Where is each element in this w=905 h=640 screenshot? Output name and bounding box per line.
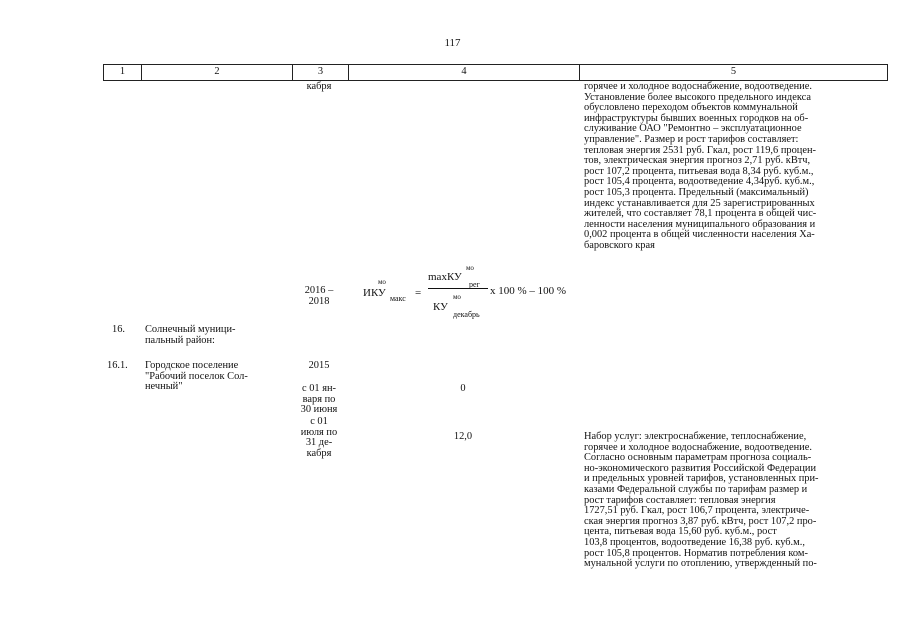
text-line: пальный район: (145, 334, 215, 346)
text-line: служивание ОАО "Ремонтно – эксплуатационное (584, 123, 802, 135)
text-line: июля по (300, 426, 338, 438)
text-line: 31 де- (305, 437, 333, 449)
text-line: рост тарифов составляет: тепловая энергия (584, 494, 776, 506)
text-line: 103,8 процентов, водоотведение 16,38 руб. куб.м., (584, 536, 805, 548)
text-line: обусловлено переходом объектов коммунальной (584, 102, 798, 114)
formula-denominator: КУ (433, 301, 448, 313)
page-number: 117 (444, 37, 461, 49)
row-16-1-description (584, 432, 880, 570)
text-line: рост 105,8 процентов. Норматив потребления ком- (584, 547, 808, 559)
row-16-1-year: 2015 (308, 360, 330, 371)
text-line: 30 июня (300, 404, 338, 416)
formula-sub-maks: макс (390, 294, 406, 303)
text-line: Солнечный муници- (145, 324, 236, 335)
table-header (103, 64, 888, 81)
text-line: и предельных уровней тарифов, установленных при- (584, 473, 819, 485)
text-line: 2018 (308, 295, 330, 307)
formula-equals: = (415, 287, 422, 299)
text-line: индекс устанавливается для 25 зарегистрированных (584, 197, 815, 209)
text-line: кабря (306, 447, 332, 459)
text-line: 2016 – (304, 285, 334, 296)
row-16-1-period-1 (294, 384, 344, 416)
text-line: инфраструктуры бывших военных городков на об- (584, 112, 809, 124)
text-line: тов, электрическая энергия прогноз 2,71 руб. кВтч, (584, 155, 811, 167)
formula-period (294, 286, 344, 307)
header-col-1: 1 (119, 66, 126, 77)
text-line: ская энергия прогноз 3,87 руб. кВтч, рост 107,2 про- (584, 515, 817, 527)
formula-sub-dec: декабрь (453, 310, 480, 319)
text-line: рост 105,4 процента, водоотведение 4,34руб. куб.м., (584, 176, 815, 188)
text-line: но-экономического развития Российской Федерации (584, 462, 817, 474)
text-line: 1727,51 руб. Гкал, рост 106,7 процента, электриче- (584, 505, 810, 517)
row-16-1-period-2 (294, 417, 344, 459)
fraction-bar (428, 288, 488, 289)
text-line: варя по (302, 393, 336, 405)
text-line: баровского края (584, 239, 655, 251)
row-16-1-name (145, 361, 285, 393)
row-16-number: 16. (112, 324, 125, 335)
formula-sub-reg: рег (469, 280, 480, 289)
text-line: с 01 (310, 416, 328, 427)
text-line: "Рабочий поселок Сол- (145, 370, 248, 382)
text-line: жителей, что составляет 78,1 процента в общей чис- (584, 208, 817, 220)
row-16-1-value-2: 12,0 (453, 431, 473, 442)
text-line: рост 107,2 процента, питьевая вода 8,34 руб. куб.м., (584, 165, 814, 177)
top-period-cont: кабря (306, 81, 332, 92)
text-line: 0,002 процента в общей численности населения Ха- (584, 229, 815, 241)
header-col-4: 4 (348, 65, 579, 80)
text-line: цента, питьевая вода 15,60 руб. куб.м., рост (584, 526, 777, 538)
text-line: Городское поселение (145, 360, 239, 371)
text-line: мунальной услуги по отоплению, утвержденный по- (584, 558, 817, 570)
text-line: тепловая энергия 2531 руб. Гкал, рост 119,6 процен- (584, 144, 816, 156)
text-line: Установление более высокого предельного индекса (584, 91, 811, 103)
header-col-5: 5 (579, 65, 887, 80)
formula-sup-mo-numerator: мо (466, 264, 474, 272)
top-description (584, 82, 880, 252)
formula-tail: x 100 % – 100 % (490, 285, 567, 297)
text-line: с 01 ян- (302, 383, 336, 394)
formula-sup-mo-denominator: мо (453, 293, 461, 301)
row-16-name (145, 325, 285, 346)
text-line: горячее и холодное водоснабжение, водоотведение. (584, 441, 812, 453)
text-line: Согласно основным параметрам прогноза социаль- (584, 452, 812, 464)
formula-numerator: maxКУ (428, 271, 462, 283)
header-col-3: 3 (292, 65, 348, 80)
formula-iku: ИКУ (363, 287, 386, 299)
text-line: управление". Размер и рост тарифов составляет: (584, 133, 799, 145)
text-line: рост 105,3 процента. Предельный (максимальный) (584, 186, 809, 198)
text-line: ленности населения муниципального образования и (584, 218, 816, 230)
text-line: Набор услуг: электроснабжение, теплоснабжение, (584, 431, 807, 442)
text-line: горячее и холодное водоснабжение, водоотведение. (584, 81, 812, 92)
row-16-1-value-1: 0 (460, 383, 466, 394)
text-line: нечный" (145, 381, 183, 393)
text-line: казами Федеральной службы по тарифам размер и (584, 483, 808, 495)
row-16-1-number: 16.1. (107, 360, 128, 371)
header-col-2: 2 (141, 65, 292, 80)
formula-sup-mo: мо (378, 278, 386, 286)
